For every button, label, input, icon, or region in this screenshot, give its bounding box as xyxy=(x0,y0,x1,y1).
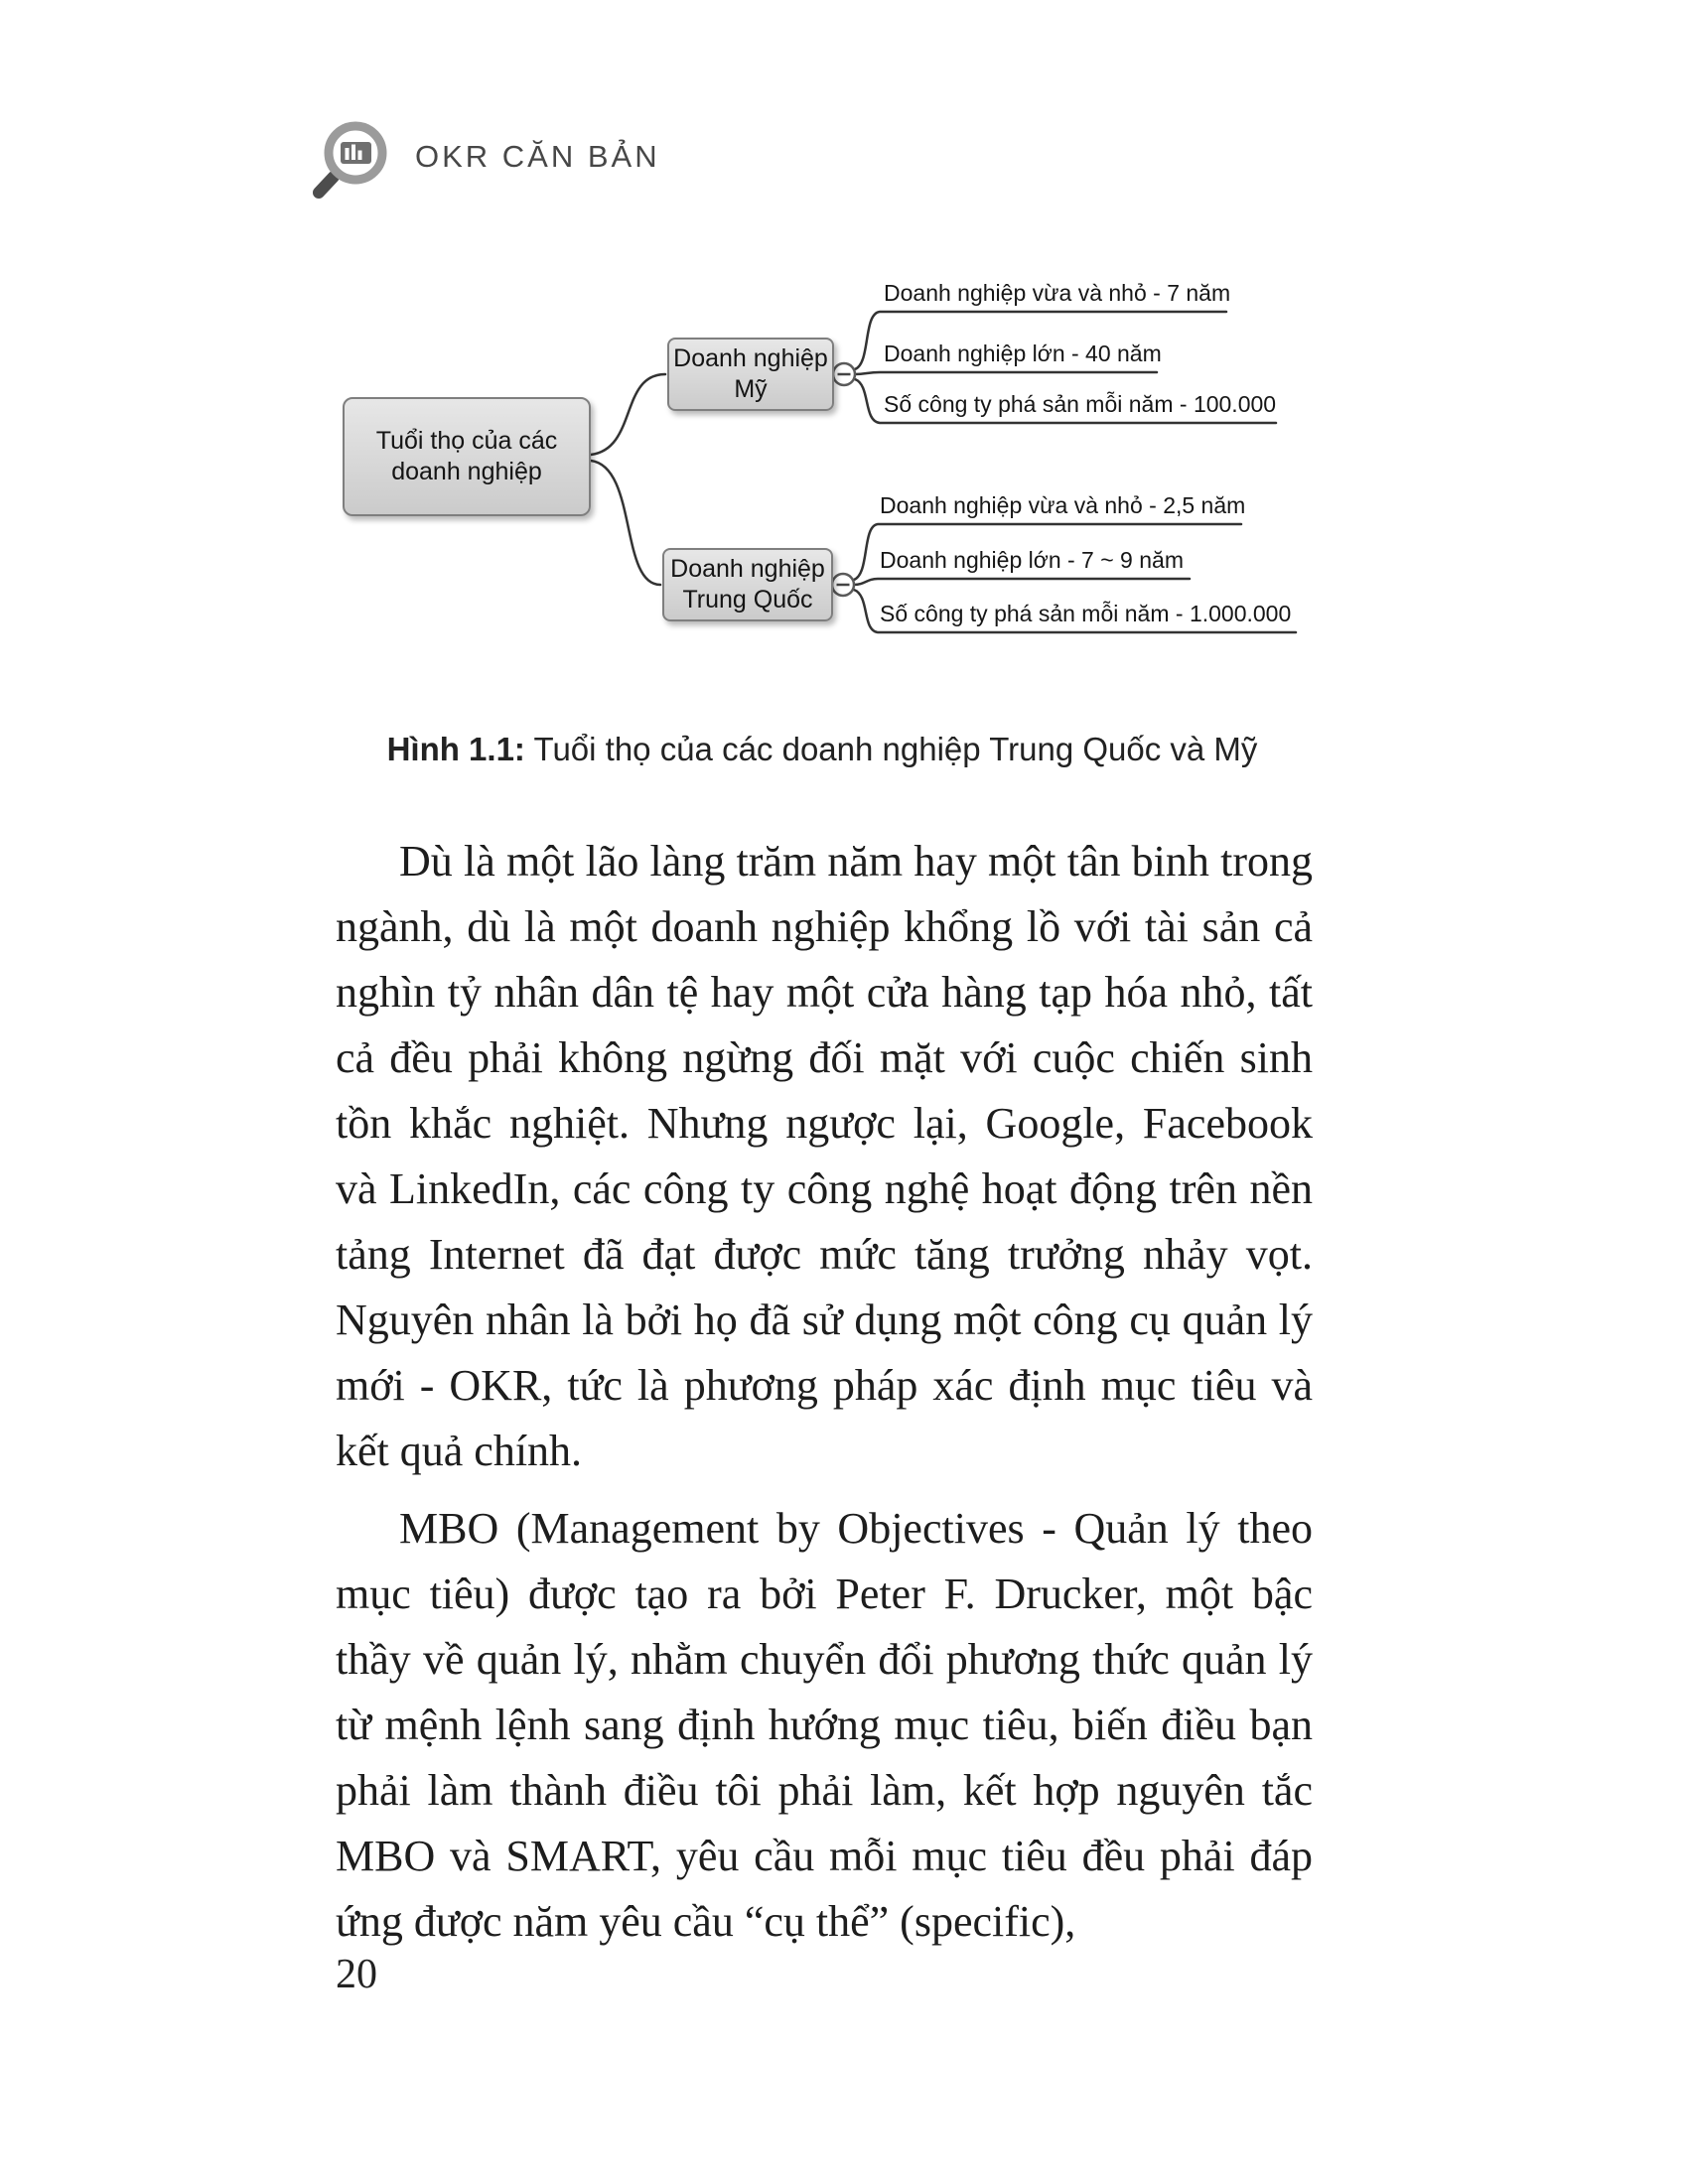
branch-us-label-line1: Doanh nghiệp xyxy=(673,344,828,372)
root-node-label-line1: Tuổi thọ của các xyxy=(375,427,558,455)
figure-caption-label: Hình 1.1: xyxy=(386,731,525,767)
branch-china-label-line2: Trung Quốc xyxy=(682,586,813,614)
branch-node-china xyxy=(662,548,833,621)
leaf-china-sme: Doanh nghiệp vừa và nhỏ - 2,5 năm xyxy=(880,492,1246,518)
figure-caption xyxy=(278,731,1366,768)
root-node-lifespan xyxy=(343,397,591,516)
body-text xyxy=(336,829,1313,1955)
leaf-us-large: Doanh nghiệp lớn - 40 năm xyxy=(884,341,1162,366)
book-title: OKR CĂN BẢN xyxy=(415,139,660,174)
leaf-china-large: Doanh nghiệp lớn - 7 ~ 9 năm xyxy=(880,547,1184,573)
collapse-toggle-us xyxy=(833,363,855,385)
paragraph-1: Dù là một lão làng trăm năm hay một tân binh trong ngành, dù là một doanh nghiệp khổng lồ với tài sản cả nghìn tỷ nhân dân tệ hay một cửa hàng tạp hóa nhỏ, tất cả đều phải không ngừng đối mặt với cuộc chiến sinh tồn khắc nghiệt. Nhưng ngược lại, Google, Facebook và LinkedIn, các công ty công nghệ hoạt động trên nền tảng Internet đã đạt được mức tăng trưởng nhảy vọt. Nguyên nhân là bởi họ đã sử dụng một công cụ quản lý mới - OKR, tức là phương pháp xác định mục tiêu và kết quả chính. xyxy=(336,837,1313,1475)
leaf-us-bankruptcies: Số công ty phá sản mỗi năm - 100.000 xyxy=(884,391,1277,417)
diagram-connectors xyxy=(0,0,1688,715)
leaf-us-sme: Doanh nghiệp vừa và nhỏ - 7 năm xyxy=(884,280,1231,306)
branch-node-us xyxy=(667,338,834,411)
root-node-label-line2: doanh nghiệp xyxy=(391,458,542,485)
page-number: 20 xyxy=(336,1952,377,1997)
leaf-china-bankruptcies: Số công ty phá sản mỗi năm - 1.000.000 xyxy=(880,601,1292,626)
branch-china-label-line1: Doanh nghiệp xyxy=(670,555,825,583)
branch-us-label-line2: Mỹ xyxy=(734,375,768,403)
collapse-toggle-china xyxy=(832,574,854,596)
figure-caption-text: Tuổi thọ của các doanh nghiệp Trung Quốc và Mỹ xyxy=(533,731,1258,767)
paragraph-2: MBO (Management by Objectives - Quản lý theo mục tiêu) được tạo ra bởi Peter F. Drucker, một bậc thầy về quản lý, nhằm chuyển đổi phương thức quản lý từ mệnh lệnh sang định hướng mục tiêu, biến điều bạn phải làm thành điều tôi phải làm, kết hợp nguyên tắc MBO và SMART, yêu cầu mỗi mục tiêu đều phải đáp ứng được năm yêu cầu “cụ thể” (specific), xyxy=(336,1504,1313,1946)
